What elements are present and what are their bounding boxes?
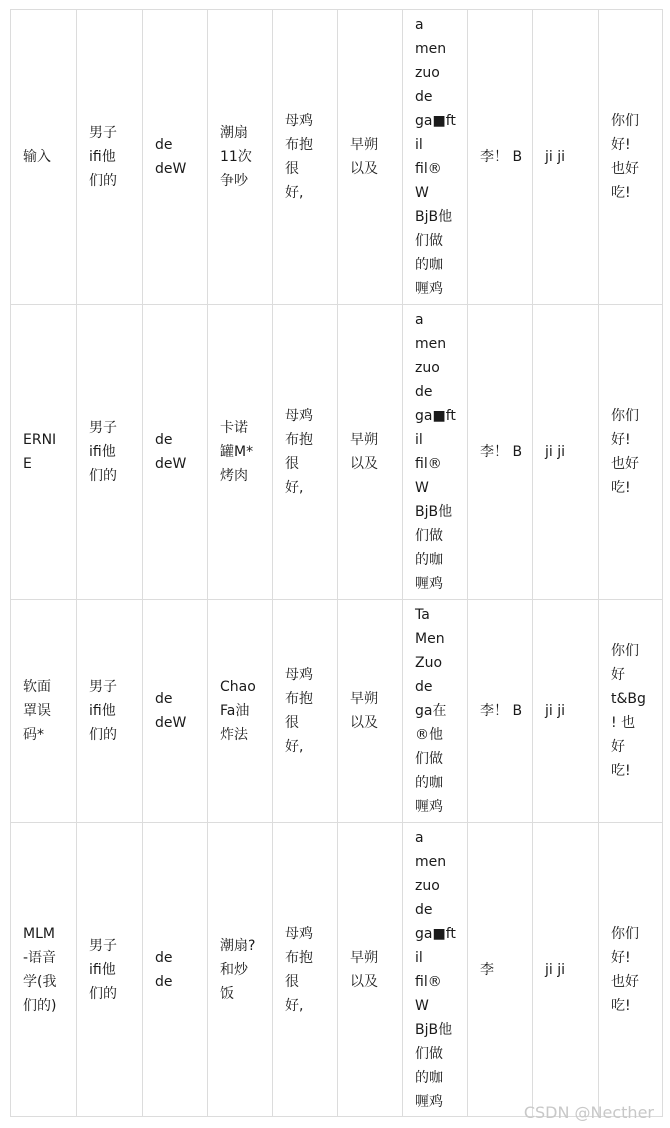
table-cell: 李！ B — [468, 10, 533, 305]
table-cell: ji ji — [533, 823, 599, 1117]
table-cell: de deW — [143, 10, 208, 305]
table-cell: 母鸡 布抱 很 好, — [273, 600, 338, 823]
table-cell: 你们 好! 也好 吃! — [599, 823, 663, 1117]
table-cell: 你们 好! 也好 吃! — [599, 305, 663, 600]
table-cell: de de — [143, 823, 208, 1117]
table-cell: Chao Fa油 炸法 — [208, 600, 273, 823]
table-cell: de deW — [143, 305, 208, 600]
table-cell: 男子 ifi他 们的 — [77, 10, 143, 305]
table-cell: 你们 好 t&Bg ! 也 好 吃! — [599, 600, 663, 823]
table-cell: ji ji — [533, 305, 599, 600]
table-row — [11, 10, 663, 305]
table-cell: a men zuo de ga■ft il fil® W BjB他 们做 的咖 喱鸡 — [403, 823, 468, 1117]
table-row — [11, 823, 663, 1117]
table-cell: a men zuo de ga■ft il fil® W BjB他 们做 的咖 喱鸡 — [403, 10, 468, 305]
table-cell: ERNI E — [11, 305, 77, 600]
table-cell: Ta Men Zuo de ga在 ®他 们做 的咖 喱鸡 — [403, 600, 468, 823]
table-cell: 潮扇 11次 争吵 — [208, 10, 273, 305]
table-cell: ji ji — [533, 600, 599, 823]
table-cell: 早朔 以及 — [338, 600, 403, 823]
table-cell: 卡诺 罐M* 烤肉 — [208, 305, 273, 600]
table-cell: 男子 ifi他 们的 — [77, 600, 143, 823]
table-cell: 输入 — [11, 10, 77, 305]
table-cell: 母鸡 布抱 很 好, — [273, 10, 338, 305]
table-cell: 母鸡 布抱 很 好, — [273, 305, 338, 600]
table-cell: 早朔 以及 — [338, 823, 403, 1117]
table-cell: 你们 好! 也好 吃! — [599, 10, 663, 305]
table-cell: de deW — [143, 600, 208, 823]
table-cell: 李！ B — [468, 600, 533, 823]
table-cell: 男子 ifi他 们的 — [77, 823, 143, 1117]
table-cell: ji ji — [533, 10, 599, 305]
watermark: CSDN @Necther — [523, 1103, 654, 1122]
table-cell: MLM -语音 学(我 们的) — [11, 823, 77, 1117]
table-cell: 早朔 以及 — [338, 10, 403, 305]
table-row — [11, 600, 663, 823]
table-row — [11, 305, 663, 600]
table-cell: 李 — [468, 823, 533, 1117]
table-cell: 潮扇? 和炒 饭 — [208, 823, 273, 1117]
table-cell: a men zuo de ga■ft il fil® W BjB他 们做 的咖 喱鸡 — [403, 305, 468, 600]
table-cell: 李！ B — [468, 305, 533, 600]
content-table — [10, 9, 663, 1117]
table-cell: 软面 罩误 码* — [11, 600, 77, 823]
table-cell: 早朔 以及 — [338, 305, 403, 600]
table-cell: 母鸡 布抱 很 好, — [273, 823, 338, 1117]
table-cell: 男子 ifi他 们的 — [77, 305, 143, 600]
